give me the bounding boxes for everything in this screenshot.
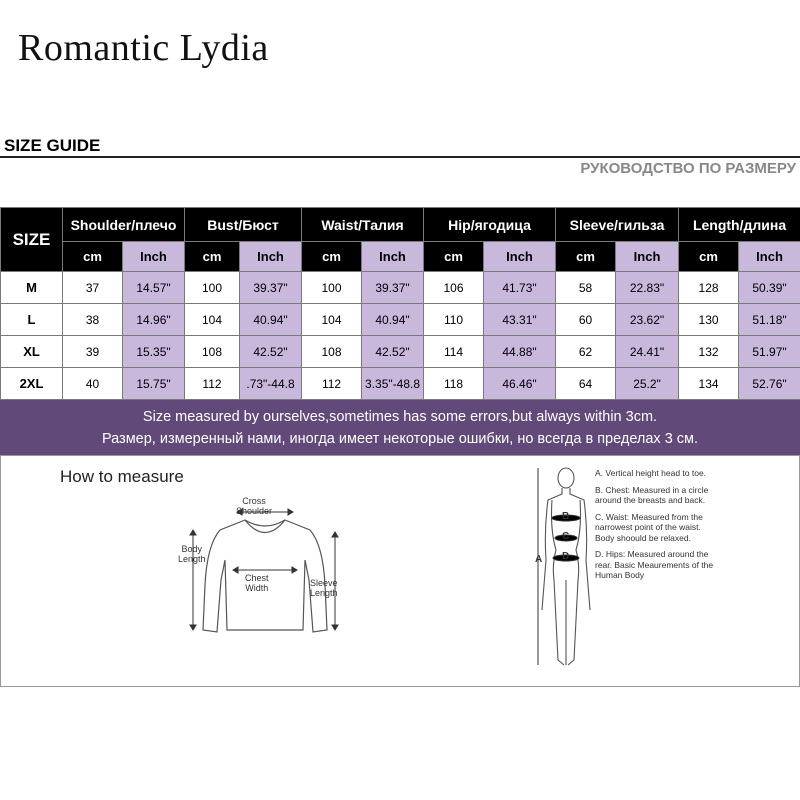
cm-value-cell: 134	[679, 368, 739, 400]
column-header-shoulder: Shoulder/плечо	[63, 208, 185, 242]
inch-value-cell: 41.73"	[484, 272, 556, 304]
table-row	[1, 304, 800, 336]
cm-value-cell: 118	[424, 368, 484, 400]
inch-value-cell: 51.97"	[739, 336, 800, 368]
table-row	[1, 336, 800, 368]
column-header-bust: Bust/Бюст	[185, 208, 302, 242]
how-to-measure-title: How to measure	[60, 467, 184, 486]
body-length-label: Body Length	[178, 544, 206, 564]
inch-value-cell: 39.37"	[362, 272, 424, 304]
inch-value-cell: 14.57"	[123, 272, 185, 304]
cm-value-cell: 62	[556, 336, 616, 368]
inch-value-cell: 14.96"	[123, 304, 185, 336]
cm-value-cell: 100	[185, 272, 240, 304]
body-measure-legend	[595, 468, 715, 587]
legend-item-d: D. Hips: Measured around the rear. Basic Meaurements of the Human Body	[595, 549, 714, 580]
unit-inch: Inch	[484, 242, 556, 272]
cm-value-cell: 108	[185, 336, 240, 368]
cm-value-cell: 39	[63, 336, 123, 368]
size-table	[0, 207, 800, 400]
unit-cm: cm	[63, 242, 123, 272]
inch-value-cell: 15.35"	[123, 336, 185, 368]
unit-cm: cm	[556, 242, 616, 272]
inch-value-cell: 25.2"	[616, 368, 679, 400]
title-divider	[0, 156, 800, 158]
size-cell: XL	[1, 336, 63, 368]
cm-value-cell: 128	[679, 272, 739, 304]
cm-value-cell: 106	[424, 272, 484, 304]
unit-cm: cm	[679, 242, 739, 272]
unit-row	[1, 242, 800, 272]
cm-value-cell: 114	[424, 336, 484, 368]
cm-value-cell: 110	[424, 304, 484, 336]
brand-logo: Romantic Lydia	[18, 27, 269, 69]
marker-b: B	[562, 511, 570, 522]
size-column-header: SIZE	[1, 208, 63, 272]
legend-item-a: A. Vertical height head to toe.	[595, 468, 707, 478]
measurement-notice	[0, 400, 800, 455]
cm-value-cell: 104	[185, 304, 240, 336]
cm-value-cell: 104	[302, 304, 362, 336]
chest-width-label: Chest Width	[245, 573, 269, 593]
legend-item-c: C. Waist: Measured from the narrowest point of the waist. Body shoould be relaxed.	[595, 511, 703, 543]
size-cell: L	[1, 304, 63, 336]
column-header-waist: Waist/Талия	[302, 208, 424, 242]
cm-value-cell: 130	[679, 304, 739, 336]
inch-value-cell: 50.39"	[739, 272, 800, 304]
size-cell: M	[1, 272, 63, 304]
cm-value-cell: 38	[63, 304, 123, 336]
inch-value-cell: 24.41"	[616, 336, 679, 368]
inch-value-cell: 40.94"	[362, 304, 424, 336]
cm-value-cell: 37	[63, 272, 123, 304]
unit-inch: Inch	[362, 242, 424, 272]
unit-inch: Inch	[123, 242, 185, 272]
inch-value-cell: 42.52"	[362, 336, 424, 368]
unit-cm: cm	[302, 242, 362, 272]
size-cell: 2XL	[1, 368, 63, 400]
inch-value-cell: 40.94"	[240, 304, 302, 336]
human-body-diagram	[530, 460, 600, 680]
unit-cm: cm	[185, 242, 240, 272]
notice-english: Size measured by ourselves,sometimes has some errors,but always within 3cm.	[142, 409, 658, 425]
unit-cm: cm	[424, 242, 484, 272]
unit-inch: Inch	[240, 242, 302, 272]
cm-value-cell: 60	[556, 304, 616, 336]
notice-russian: Размер, измеренный нами, иногда имеет некоторые ошибки, но всегда в пределах 3 см.	[101, 431, 699, 447]
cm-value-cell: 64	[556, 368, 616, 400]
column-header-sleeve: Sleeve/гильза	[556, 208, 679, 242]
cm-value-cell: 112	[302, 368, 362, 400]
marker-a: A	[535, 554, 543, 565]
inch-value-cell: 51.18"	[739, 304, 800, 336]
unit-inch: Inch	[616, 242, 679, 272]
cm-value-cell: 40	[63, 368, 123, 400]
inch-value-cell: 43.31"	[484, 304, 556, 336]
inch-value-cell: 3.35"-48.8	[362, 368, 424, 400]
inch-value-cell: 46.46"	[484, 368, 556, 400]
inch-value-cell: 22.83"	[616, 272, 679, 304]
marker-d: D	[562, 551, 570, 562]
size-guide-title: SIZE GUIDE	[4, 136, 101, 155]
cm-value-cell: 132	[679, 336, 739, 368]
inch-value-cell: 23.62"	[616, 304, 679, 336]
column-header-length: Length/длина	[679, 208, 800, 242]
sleeve-length-label: Sleeve Length	[310, 578, 338, 598]
cm-value-cell: 108	[302, 336, 362, 368]
size-guide-title-ru: РУКОВОДСТВО ПО РАЗМЕРУ	[580, 160, 796, 177]
inch-value-cell: 44.88"	[484, 336, 556, 368]
inch-value-cell: .73"-44.8	[240, 368, 302, 400]
cm-value-cell: 58	[556, 272, 616, 304]
column-header-hip: Hip/ягодица	[424, 208, 556, 242]
cm-value-cell: 100	[302, 272, 362, 304]
legend-item-b: B. Chest: Measured in a circle around the breasts and back.	[595, 484, 709, 505]
table-row	[1, 272, 800, 304]
marker-c: C	[562, 531, 570, 542]
inch-value-cell: 39.37"	[240, 272, 302, 304]
cm-value-cell: 112	[185, 368, 240, 400]
unit-inch: Inch	[739, 242, 800, 272]
inch-value-cell: 42.52"	[240, 336, 302, 368]
inch-value-cell: 15.75"	[123, 368, 185, 400]
cross-shoulder-label: Cross Shoulder	[236, 496, 273, 516]
inch-value-cell: 52.76"	[739, 368, 800, 400]
table-row	[1, 368, 800, 400]
